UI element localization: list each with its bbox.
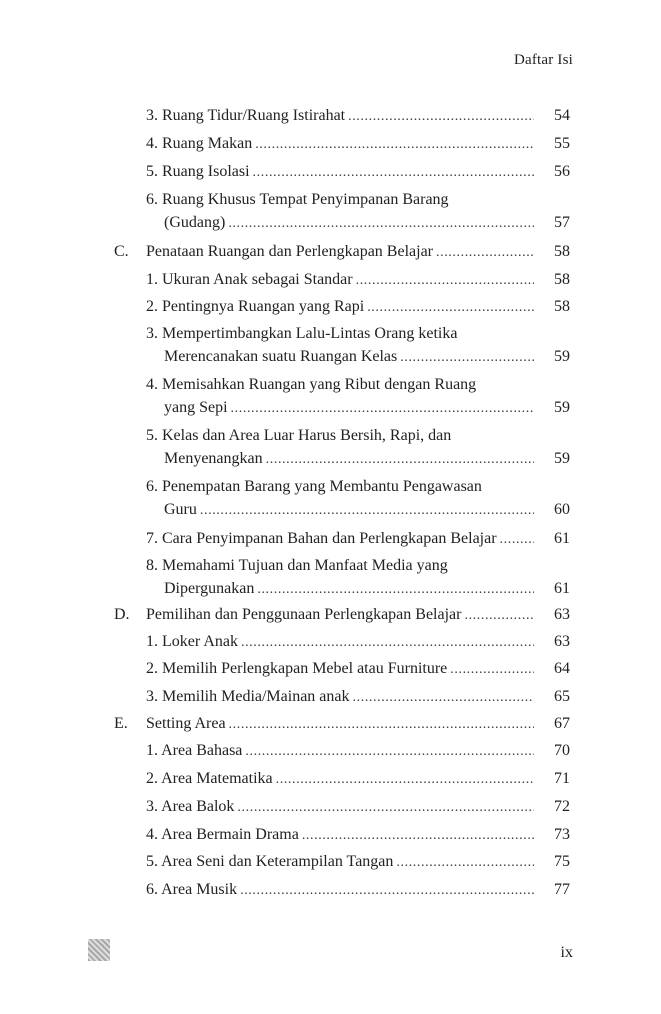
toc-section-letter: E. xyxy=(114,715,128,732)
toc-subsection-entry xyxy=(0,162,661,185)
toc-page-number: 73 xyxy=(554,826,570,843)
toc-subsection-entry xyxy=(0,270,661,293)
toc-dot-leader xyxy=(255,135,534,154)
toc-page-number: 59 xyxy=(554,348,570,365)
toc-dot-leader xyxy=(241,633,534,652)
toc-section-entry xyxy=(0,242,661,265)
toc-page-number: 63 xyxy=(554,606,570,623)
toc-page-number: 58 xyxy=(554,298,570,315)
toc-entry-label: (Gudang) xyxy=(164,214,226,231)
toc-dot-leader xyxy=(276,770,534,789)
toc-dot-leader xyxy=(245,742,534,761)
page-number: ix xyxy=(560,944,573,961)
toc-subsection-entry xyxy=(0,106,661,129)
running-header: Daftar Isi xyxy=(513,52,573,68)
toc-section-letter: D. xyxy=(114,606,130,623)
toc-entry-label: 2. Area Matematika xyxy=(146,770,273,787)
toc-page-number: 67 xyxy=(554,715,570,732)
toc-dot-leader xyxy=(367,298,534,317)
toc-dot-leader xyxy=(302,826,534,845)
toc-entry-label: 5. Kelas dan Area Luar Harus Bersih, Rapi, dan xyxy=(146,427,452,444)
toc-entry-label: 1. Loker Anak xyxy=(146,633,238,650)
toc-subsection-entry xyxy=(0,556,661,602)
toc-entry-label: 2. Pentingnya Ruangan yang Rapi xyxy=(146,298,365,315)
toc-section-entry xyxy=(0,605,661,628)
toc-dot-leader xyxy=(266,450,534,469)
printer-seal-mark xyxy=(88,939,110,961)
toc-dot-leader xyxy=(400,348,534,367)
toc-subsection-entry xyxy=(0,375,661,421)
toc-subsection-entry xyxy=(0,297,661,320)
toc-entry-label: 3. Ruang Tidur/Ruang Istirahat xyxy=(146,107,346,124)
toc-subsection-entry xyxy=(0,190,661,236)
toc-dot-leader xyxy=(228,214,534,233)
toc-section-letter: C. xyxy=(114,243,129,260)
toc-subsection-entry xyxy=(0,880,661,903)
toc-page-number: 58 xyxy=(554,271,570,288)
toc-page-number: 59 xyxy=(554,399,570,416)
toc-entry-label: 1. Ukuran Anak sebagai Standar xyxy=(146,271,353,288)
toc-entry-label: 6. Area Musik xyxy=(146,881,238,898)
toc-subsection-entry xyxy=(0,852,661,875)
toc-page-number: 58 xyxy=(554,243,570,260)
toc-entry-label: 3. Mempertimbangkan Lalu-Lintas Orang ketika xyxy=(146,325,458,342)
toc-dot-leader xyxy=(464,606,534,625)
toc-entry-label: Guru xyxy=(164,501,197,518)
toc-dot-leader xyxy=(500,530,534,549)
toc-dot-leader xyxy=(396,853,534,872)
toc-dot-leader xyxy=(356,271,534,290)
toc-page-number: 63 xyxy=(554,633,570,650)
toc-entry-label: 4. Area Bermain Drama xyxy=(146,826,299,843)
toc-subsection-entry xyxy=(0,769,661,792)
toc-subsection-entry xyxy=(0,687,661,710)
toc-page-number: 65 xyxy=(554,688,570,705)
toc-page-number: 70 xyxy=(554,742,570,759)
toc-dot-leader xyxy=(353,688,534,707)
toc-page-number: 60 xyxy=(554,501,570,518)
toc-entry-label: 8. Memahami Tujuan dan Manfaat Media yang xyxy=(146,557,448,574)
toc-subsection-entry xyxy=(0,134,661,157)
toc-page-number: 64 xyxy=(554,660,570,677)
toc-dot-leader xyxy=(450,660,534,679)
toc-dot-leader xyxy=(229,715,534,734)
toc-page-number: 57 xyxy=(554,214,570,231)
toc-page-number: 61 xyxy=(554,580,570,597)
toc-subsection-entry xyxy=(0,741,661,764)
toc-entry-label: Penataan Ruangan dan Perlengkapan Belajar xyxy=(146,243,433,260)
toc-entry-label: 1. Area Bahasa xyxy=(146,742,243,759)
toc-entry-label: 3. Memilih Media/Mainan anak xyxy=(146,688,350,705)
toc-subsection-entry xyxy=(0,529,661,552)
toc-entry-label: 3. Area Balok xyxy=(146,798,235,815)
toc-entry-label: 6. Ruang Khusus Tempat Penyimpanan Barang xyxy=(146,191,449,208)
toc-page-number: 71 xyxy=(554,770,570,787)
toc-entry-label: yang Sepi xyxy=(164,399,228,416)
toc-dot-leader xyxy=(348,107,534,126)
toc-dot-leader xyxy=(240,881,534,900)
toc-entry-label: 4. Memisahkan Ruangan yang Ribut dengan Ruang xyxy=(146,376,477,393)
toc-page-number: 75 xyxy=(554,853,570,870)
toc-page-number: 54 xyxy=(554,107,570,124)
toc-entry-label: Menyenangkan xyxy=(164,450,263,467)
toc-entry-label: 5. Area Seni dan Keterampilan Tangan xyxy=(146,853,394,870)
toc-dot-leader xyxy=(257,580,534,599)
toc-dot-leader xyxy=(253,163,534,182)
toc-page-number: 55 xyxy=(554,135,570,152)
toc-dot-leader xyxy=(200,501,534,520)
toc-entry-label: 2. Memilih Perlengkapan Mebel atau Furniture xyxy=(146,660,448,677)
toc-entry-label: 4. Ruang Makan xyxy=(146,135,253,152)
toc-dot-leader xyxy=(436,243,534,262)
toc-entry-label: 6. Penempatan Barang yang Membantu Pengawasan xyxy=(146,478,482,495)
toc-dot-leader xyxy=(237,798,534,817)
toc-page-number: 77 xyxy=(554,881,570,898)
toc-entry-label: 7. Cara Penyimpanan Bahan dan Perlengkapan Belajar xyxy=(146,530,497,547)
toc-page-number: 56 xyxy=(554,163,570,180)
toc-subsection-entry xyxy=(0,825,661,848)
toc-page-number: 72 xyxy=(554,798,570,815)
toc-subsection-entry xyxy=(0,477,661,523)
toc-section-entry xyxy=(0,714,661,737)
toc-dot-leader xyxy=(231,399,534,418)
toc-subsection-entry xyxy=(0,797,661,820)
toc-entry-label: Pemilihan dan Penggunaan Perlengkapan Belajar xyxy=(146,606,462,623)
toc-entry-label: Dipergunakan xyxy=(164,580,255,597)
toc-entry-label: 5. Ruang Isolasi xyxy=(146,163,250,180)
toc-subsection-entry xyxy=(0,426,661,472)
toc-subsection-entry xyxy=(0,659,661,682)
toc-subsection-entry xyxy=(0,324,661,370)
toc-page-number: 59 xyxy=(554,450,570,467)
toc-entry-label: Setting Area xyxy=(146,715,226,732)
toc-page-number: 61 xyxy=(554,530,570,547)
toc-entry-label: Merencanakan suatu Ruangan Kelas xyxy=(164,348,398,365)
toc-subsection-entry xyxy=(0,632,661,655)
